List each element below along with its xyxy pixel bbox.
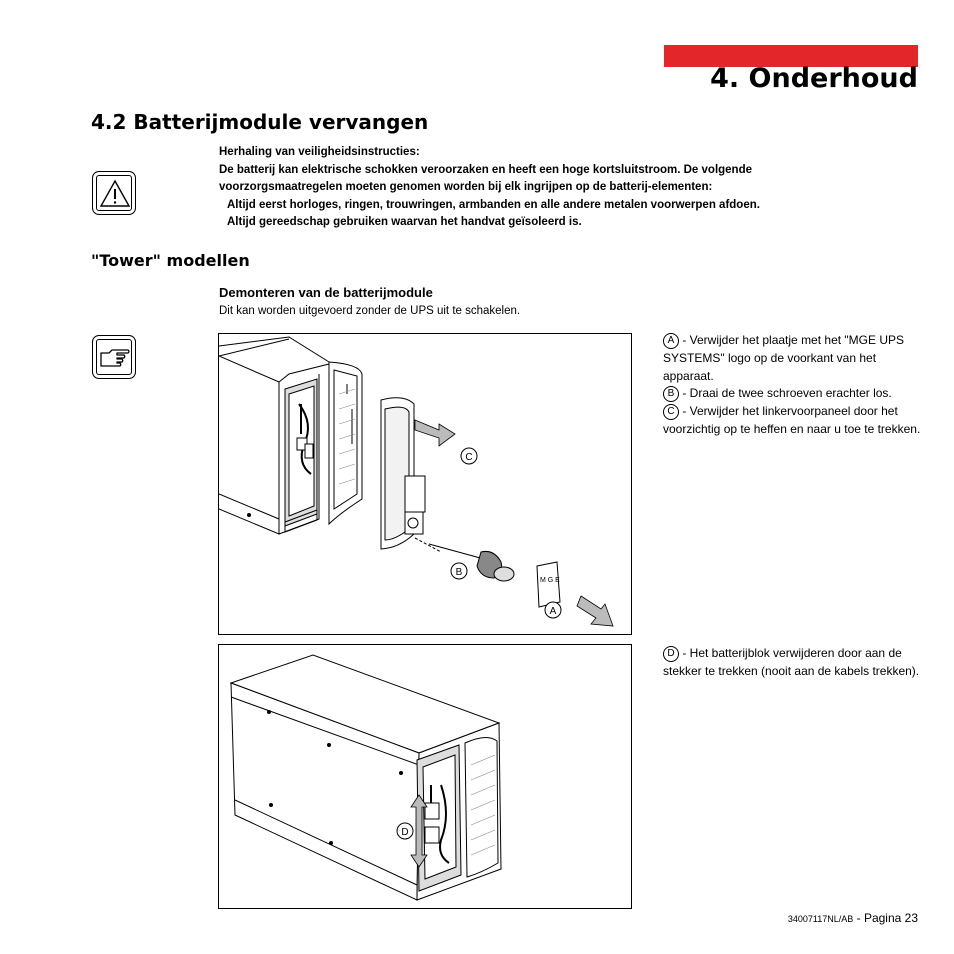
figure-battery-removal bbox=[218, 644, 632, 909]
step-a-badge: A bbox=[663, 333, 679, 349]
pointing-hand-icon bbox=[92, 335, 136, 379]
callout-b bbox=[451, 563, 467, 579]
safety-bullet-1: Altijd eerst horloges, ringen, trouwringen, armbanden en alle andere metalen voorwerpen afdoen. bbox=[227, 198, 760, 211]
step-b-text: - Draai de twee schroeven erachter los. bbox=[679, 386, 892, 401]
step-d-text: - Het batterijblok verwijderen door aan de stekker te trekken (nooit aan de kabels trekken). bbox=[663, 646, 920, 678]
svg-text:D: D bbox=[401, 827, 409, 838]
section-title: 4.2 Batterijmodule vervangen bbox=[91, 110, 429, 134]
page-footer bbox=[788, 911, 918, 925]
procedure-note: Dit kan worden uitgevoerd zonder de UPS uit te schakelen. bbox=[219, 305, 521, 317]
figure-panel-removal bbox=[218, 333, 632, 635]
step-a bbox=[663, 332, 925, 385]
warning-triangle-icon bbox=[92, 171, 136, 215]
safety-instructions bbox=[219, 144, 859, 232]
callout-a bbox=[545, 602, 561, 618]
step-b bbox=[663, 385, 925, 403]
document-code: 34007117NL/AB bbox=[787, 914, 854, 924]
svg-text:C: C bbox=[465, 452, 473, 463]
mge-plate-logo: M G E bbox=[540, 577, 560, 584]
svg-text:B: B bbox=[455, 567, 463, 578]
subsection-title: "Tower" modellen bbox=[91, 251, 250, 270]
steps-a-c bbox=[663, 332, 925, 439]
chapter-title: 4. Onderhoud bbox=[710, 63, 918, 94]
safety-line-1: De batterij kan elektrische schokken veroorzaken en heeft een hoge kortsluitstroom. De volgende bbox=[219, 163, 752, 176]
step-c-text: - Verwijder het linkervoorpaneel door het voorzichtig op te heffen en naar u toe te trekken. bbox=[663, 404, 921, 436]
callout-c bbox=[461, 448, 477, 464]
safety-bullet-2: Altijd gereedschap gebruiken waarvan het handvat geïsoleerd is. bbox=[227, 216, 582, 228]
step-c-badge: C bbox=[663, 404, 679, 420]
procedure-title: Demonteren van de batterijmodule bbox=[219, 285, 433, 300]
step-c bbox=[663, 403, 925, 439]
callout-d bbox=[397, 823, 413, 839]
step-d bbox=[663, 645, 925, 681]
safety-heading: Herhaling van veiligheidsinstructies: bbox=[219, 146, 420, 158]
safety-line-2: voorzorgsmaatregelen moeten genomen worden bij elk ingrijpen op de batterij-elementen: bbox=[219, 181, 713, 193]
svg-text:A: A bbox=[549, 606, 557, 617]
page-number: - Pagina 23 bbox=[853, 911, 918, 925]
step-d-badge: D bbox=[663, 646, 679, 662]
step-a-text: - Verwijder het plaatje met het "MGE UPS SYSTEMS" logo op de voorkant van het apparaat. bbox=[663, 333, 905, 383]
step-b-badge: B bbox=[663, 386, 679, 402]
